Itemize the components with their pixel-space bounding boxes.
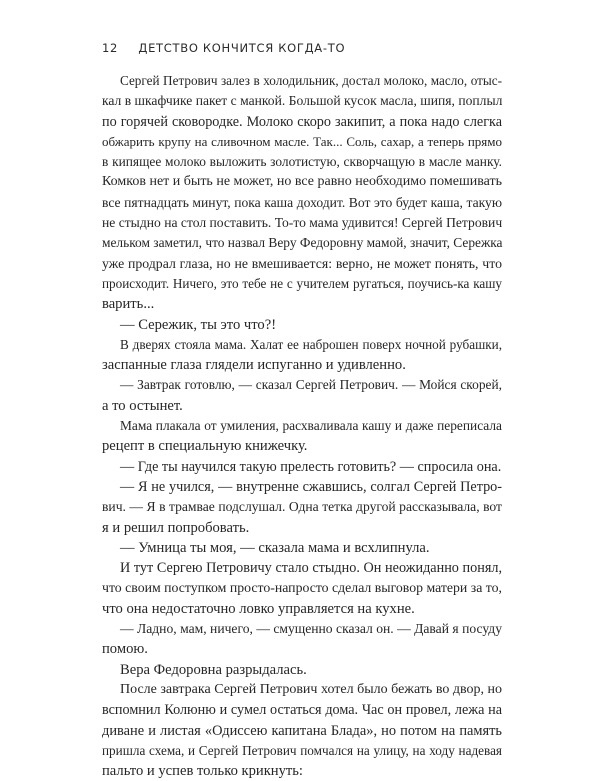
text-line: — Ладно, мам, ничего, — смущенно сказал он. — Давай я посуду [120,621,502,637]
text-line: рецепт в специальную книжечку. [102,438,308,455]
text-line: мельком заметил, что назвал Веру Федоровну мамой, значит, Сережка [102,235,503,251]
text-line: варить... [102,296,155,313]
text-line: вич. — Я в трамвае подслушал. Одна тетка другой рассказывала, вот [102,499,502,515]
text-line: не стыдно на стол поставить. То-то мама удивится! Сергей Петрович [102,215,503,231]
text-line: что своим поступком просто-напросто сделал выговор матери за то, [102,580,502,596]
text-line: Комков нет и быть не может, но все равно необходимо помешивать [102,174,502,190]
text-line: по горячей сковородке. Молоко скоро закипит, а пока надо слегка [102,113,502,130]
text-line: — Сережик, ты это что?! [120,316,277,333]
text-line: обжарить крупу на сливочном масле. Так... Соль, сахар, а теперь прямо [102,133,502,149]
text-line: Вера Федоровна разрыдалась. [120,661,307,678]
running-title: ДЕТСТВО КОНЧИТСЯ КОГДА-ТО [138,41,346,55]
text-line: И тут Сергею Петровичу стало стыдно. Он неожиданно понял, [120,560,502,577]
text-line: что она недостаточно ловко управляется на кухне. [102,600,415,617]
text-line: вспомнил Колюню и сумел остаться дома. Час он провел, лежа на [102,702,502,719]
text-line: пришла схема, и Сергей Петрович помчался на улицу, на ходу надевая [102,742,502,758]
text-line: все пятнадцать минут, пока каша доходит. Вот это будет каша, такую [102,194,502,210]
text-line: пальто и успев только крикнуть: [102,763,303,780]
text-line: После завтрака Сергей Петрович хотел было бежать во двор, но [120,681,502,697]
body-text [102,71,502,781]
text-line: помою. [102,641,148,658]
text-line: кал в шкафчике пакет с манкой. Большой кусок масла, шипя, поплыл [102,93,503,109]
text-line: В дверях стояла мама. Халат ее наброшен поверх ночной рубашки, [120,336,502,352]
text-line: в кипящее молоко выложить золотистую, скворчащую в масле манку. [102,154,502,170]
text-line: Сергей Петрович залез в холодильник, достал молоко, масло, отыс- [120,73,502,88]
text-line: а то остынет. [102,397,183,414]
text-line: Мама плакала от умиления, расхваливала кашу и даже переписала [120,418,502,434]
running-head [102,41,345,55]
text-line: уже продрал глаза, но не вмешивается: верно, не может понять, что [102,255,502,271]
text-line: — Где ты научился такую прелесть готовить? — спросила она. [120,458,502,475]
text-line: диване и листая «Одиссею капитана Блада», но потом на память [102,722,502,739]
text-line: — Завтрак готовлю, — сказал Сергей Петрович. — Мойся скорей, [120,377,502,393]
text-line: — Умница ты моя, — сказала мама и всхлипнула. [120,539,430,556]
text-line: заспанные глаза глядели испуганно и удивленно. [102,357,406,374]
text-line: я и решил попробовать. [102,519,250,536]
text-line: — Я не учился, — внутренне сжавшись, солгал Сергей Петро- [120,478,502,495]
page-number: 12 [102,41,119,55]
text-line: происходит. Ничего, это тебе не с учителем ругаться, поучись-ка кашу [102,275,502,291]
